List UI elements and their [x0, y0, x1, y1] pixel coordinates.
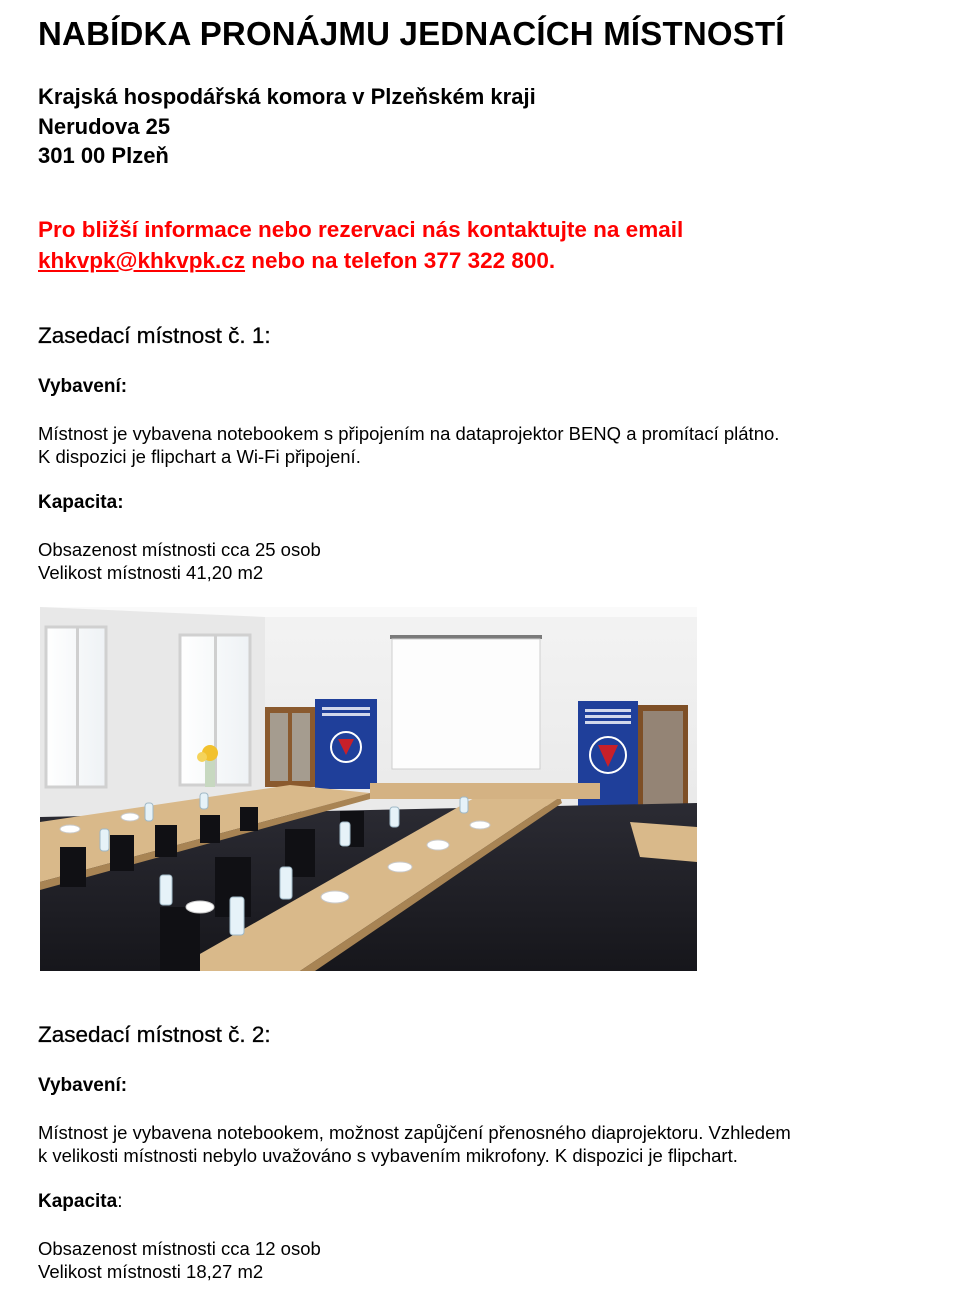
address-block: [38, 82, 536, 171]
room-1-capacity-line: Obsazenost místnosti cca 25 osob: [38, 539, 321, 560]
city-address: 301 00 Plzeň: [38, 143, 169, 168]
room-2-equipment-line: Místnost je vybavena notebookem, možnost zapůjčení přenosného diaprojektoru. Vzhledem: [38, 1122, 791, 1143]
room-1-capacity-text: [38, 538, 321, 584]
room-2-capacity-heading-label: Kapacita: [38, 1191, 118, 1212]
organization-name: Krajská hospodářská komora v Plzeňském kraji: [38, 84, 536, 109]
document-title: NABÍDKA PRONÁJMU JEDNACÍCH MÍSTNOSTÍ: [38, 15, 785, 52]
room-1-equipment-line: Místnost je vybavena notebookem s připojením na dataprojektor BENQ a promítací plátno.: [38, 423, 780, 444]
contact-line-2: [38, 245, 683, 276]
street-address: Nerudova 25: [38, 113, 171, 139]
room-1-equipment-heading: Vybavení:: [38, 376, 128, 397]
room-2-capacity-text: [38, 1237, 321, 1283]
email-link[interactable]: khkvpk@khkvpk.cz: [38, 248, 246, 273]
contact-line-1: Pro bližší informace nebo rezervaci nás kontaktujte na email: [38, 217, 684, 242]
room-1-equipment-line: K dispozici je flipchart a Wi-Fi připojení.: [38, 446, 361, 467]
room-2-title: Zasedací místnost č. 2:: [38, 1022, 271, 1047]
room-2-capacity-heading: [38, 1190, 122, 1214]
room-1-capacity-heading: Kapacita:: [38, 492, 124, 513]
room-1-equipment-text: [38, 422, 779, 468]
contact-info: [38, 214, 683, 276]
room-2-capacity-heading-colon: :: [117, 1191, 123, 1212]
room-2-capacity-line: Velikost místnosti 18,27 m2: [38, 1261, 264, 1282]
room-2-equipment-line: k velikosti místnosti nebylo uvažováno s vybavením mikrofony. K dispozici je flipchart.: [38, 1145, 738, 1166]
room-1-title: Zasedací místnost č. 1:: [38, 323, 271, 348]
room-2-capacity-line: Obsazenost místnosti cca 12 osob: [38, 1238, 321, 1259]
room-1-capacity-line: Velikost místnosti 41,20 m2: [38, 562, 264, 583]
room-1-photo: [40, 607, 697, 971]
meeting-room-illustration: [40, 607, 697, 971]
room-2-equipment-heading: Vybavení:: [38, 1075, 128, 1096]
room-2-equipment-text: [38, 1121, 791, 1167]
phone-text: nebo na telefon 377 322 800.: [245, 248, 556, 273]
